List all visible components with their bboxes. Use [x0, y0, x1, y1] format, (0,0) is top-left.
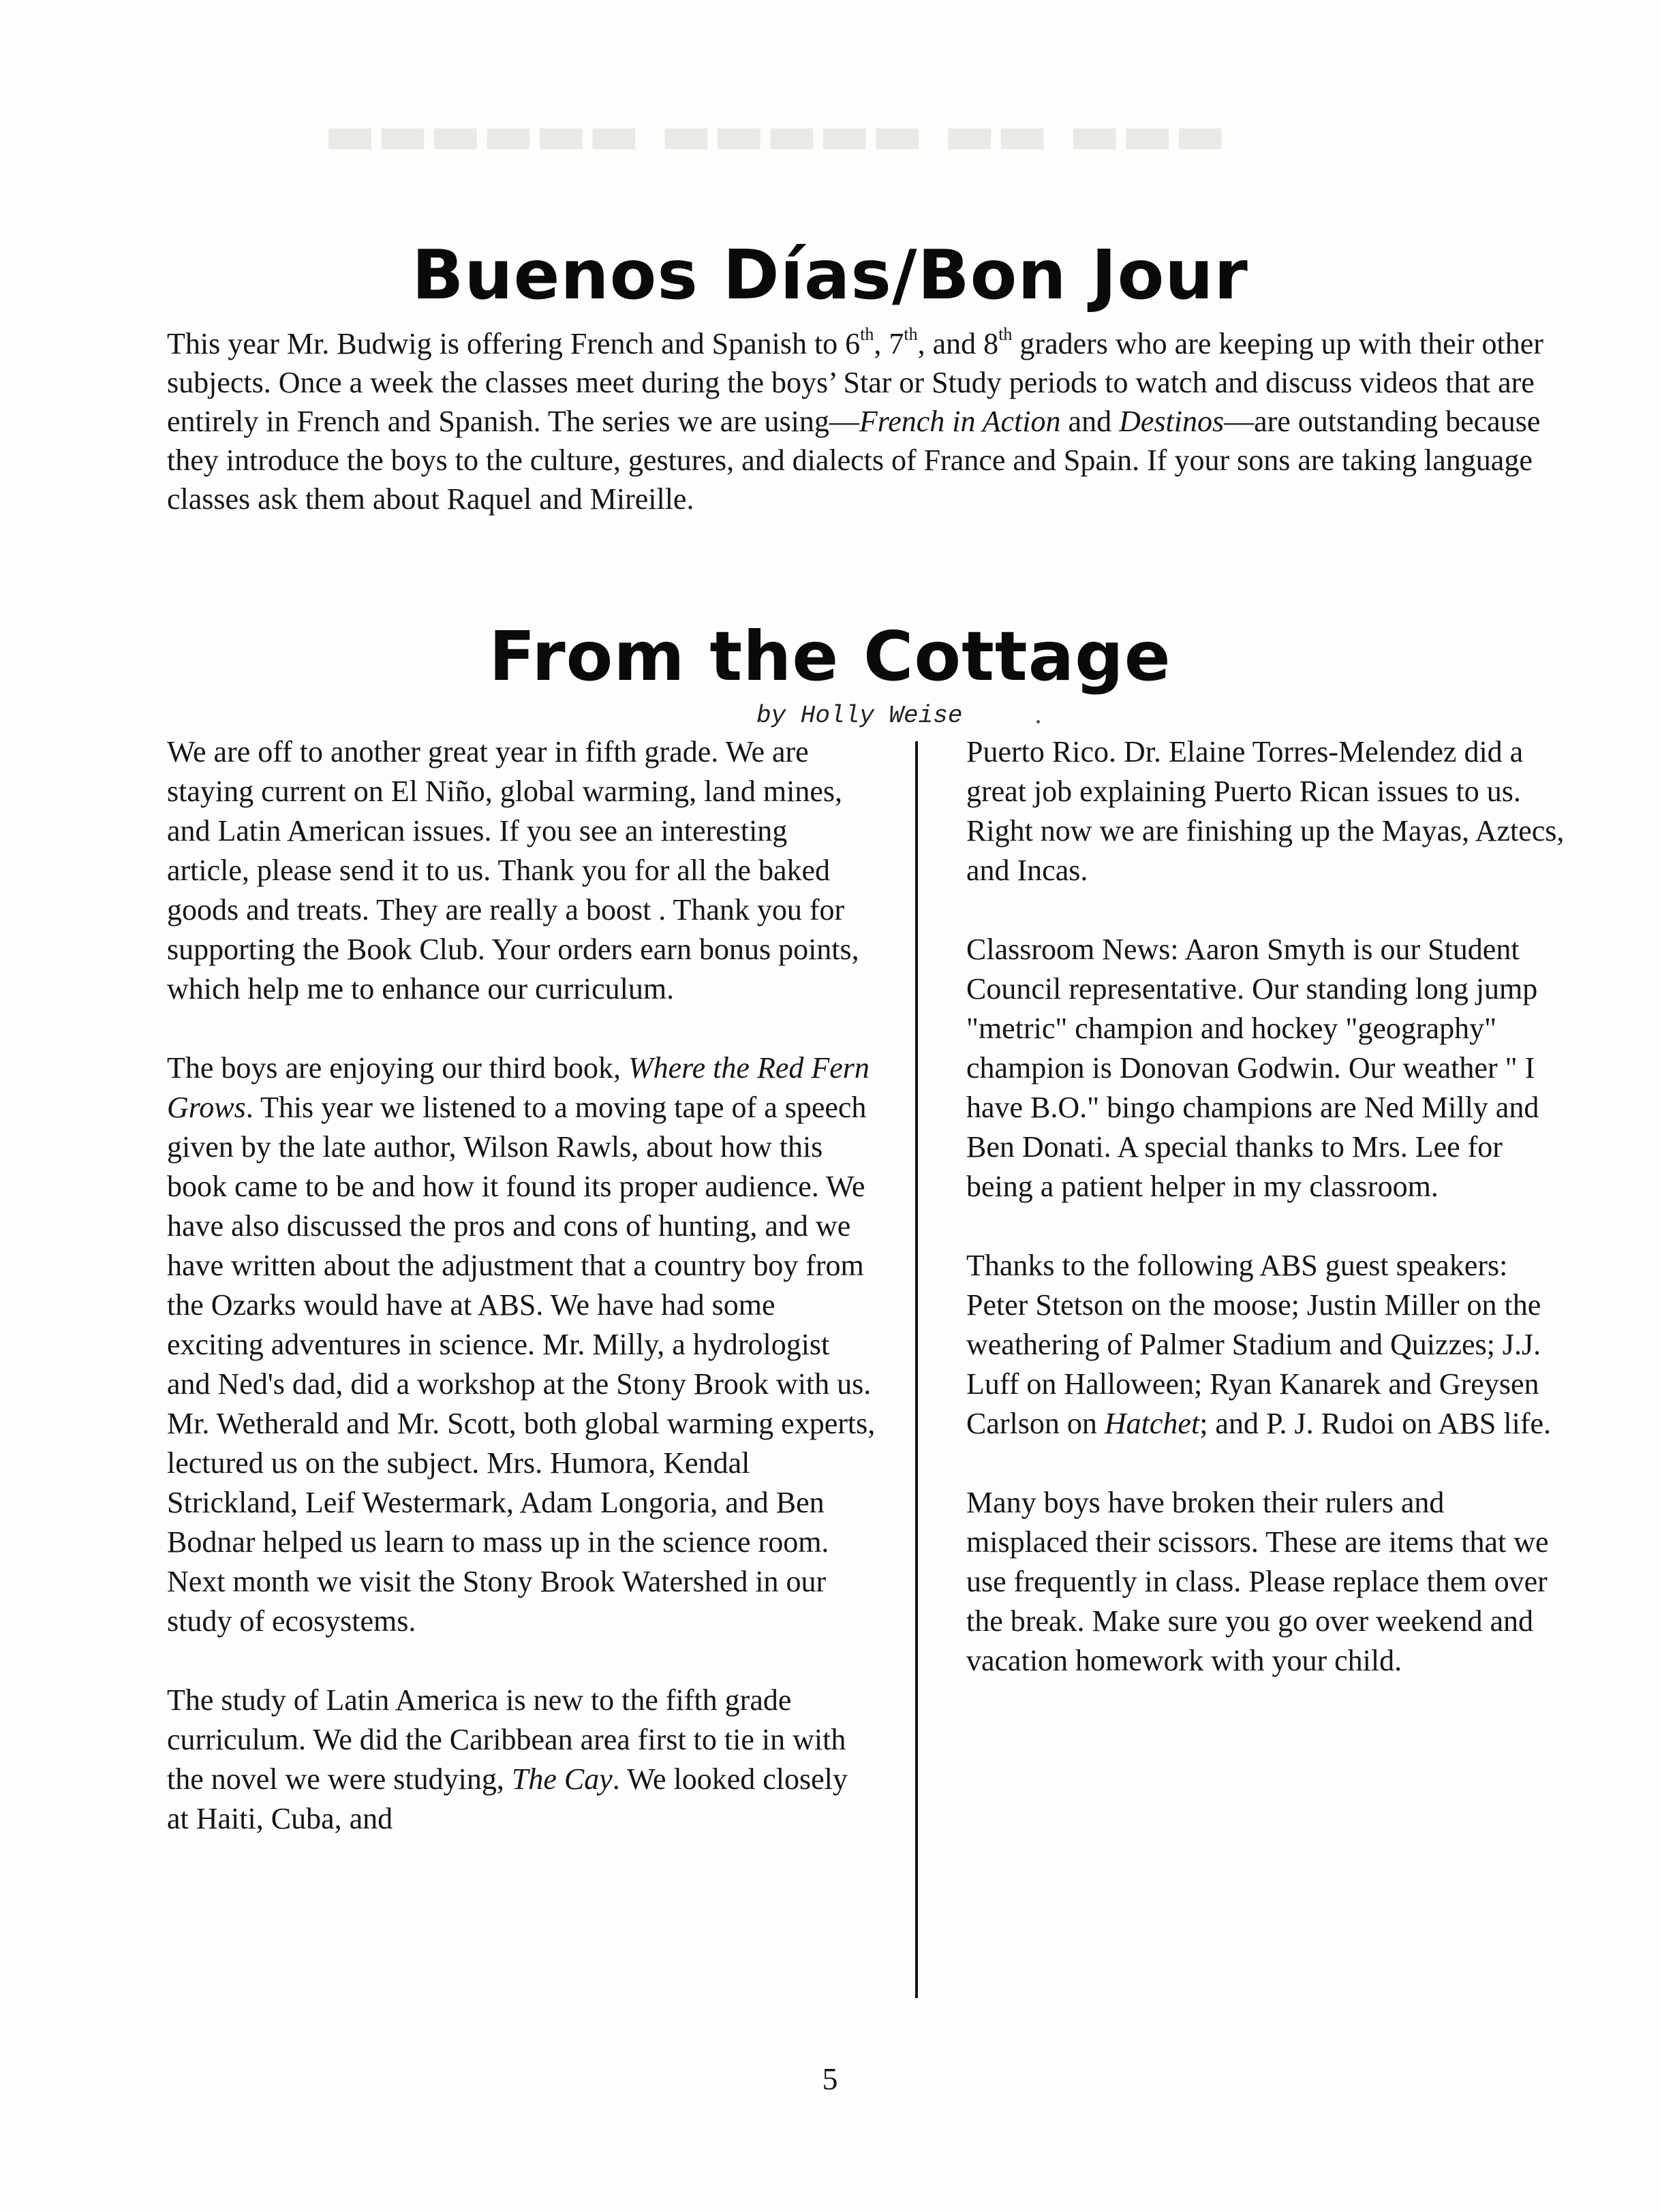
- right-paragraph-4: Many boys have broken their rulers and misplaced their scissors. These are items that we use frequently in class. Please replace them over the break. Make sure you go over weekend and vacation homework with your child.: [966, 1486, 1549, 1677]
- ordinal-sup-7: th: [904, 324, 918, 345]
- headline-from-the-cottage: From the Cottage: [489, 617, 1171, 696]
- left-paragraph-2: [167, 1048, 876, 1641]
- left-column: [167, 732, 876, 1878]
- page-number: 5: [822, 2061, 838, 2096]
- right-paragraph-1: Puerto Rico. Dr. Elaine Torres-Melendez did a great job explaining Puerto Rican issues to us. Right now we are finishing up the Mayas, Aztecs, and Incas.: [966, 735, 1565, 887]
- right-column: [966, 732, 1566, 1720]
- book-title-hatchet: Hatchet: [1104, 1407, 1200, 1440]
- right-p3-text-b: ; and P. J. Rudoi on ABS life.: [1199, 1407, 1552, 1440]
- byline: by Holly Weise: [756, 702, 963, 730]
- column-divider: [915, 741, 918, 1998]
- intro-text-1: This year Mr. Budwig is offering French and Spanish to 6: [167, 327, 861, 360]
- speck: [1036, 720, 1040, 723]
- left-paragraph-1: We are off to another great year in fifth grade. We are staying current on El Niño, global warming, land mines, and Latin American issues. If you see an interesting article, please send it to us. Thank you for all the baked goods and treats. They are really a boost . Thank you for supporting the Book Club. Your orders earn bonus points, which help me to enhance our curriculum.: [167, 735, 859, 1006]
- left-p3-text-a: The study of Latin America is new to the fifth grade curriculum. We did the Caribbean area first to tie in with the novel we were studying,: [167, 1683, 846, 1796]
- intro-text-3: , and 8: [917, 327, 999, 360]
- ordinal-sup-6: th: [860, 324, 874, 345]
- intro-text-6: —are outstanding because they introduce the boys to the culture, gestures, and dialects of France and Spain. If your sons are taking language classes ask them about Raquel and Mireille.: [167, 405, 1541, 516]
- left-p2-text-b: . This year we listened to a moving tape of a speech given by the late author, Wilson Rawls, about how this book came to be and how it found its proper audience. We have also discussed the pros and cons of hunting, and we have written about the adjustment that a country boy from the Ozarks would have at ABS. We have had some exciting adventures in science. Mr. Milly, a hydrologist and Ned's dad, did a workshop at the Stony Brook with us. Mr. Wetherald and Mr. Scott, both global warming experts, lectured us on the subject. Mrs. Humora, Kendal Strickland, Leif Westermark, Adam Longoria, and Ben Bodnar helped us learn to mass up in the science room. Next month we visit the Stony Brook Watershed in our study of ecosystems.: [167, 1091, 876, 1638]
- bleed-through-text: ▬▬▬ ▬▬ ▬▬▬▬▬ ▬▬▬▬▬▬: [323, 102, 1227, 167]
- left-paragraph-3: [167, 1681, 876, 1839]
- title-destinos: Destinos: [1119, 405, 1225, 438]
- left-p2-text-a: The boys are enjoying our third book,: [167, 1051, 628, 1085]
- book-title-red-fern: Where the Red Fern Grows: [167, 1051, 870, 1124]
- intro-paragraph: [167, 324, 1564, 518]
- headline-buenos-dias: Buenos Días/Bon Jour: [412, 235, 1248, 315]
- ordinal-sup-8: th: [998, 324, 1013, 345]
- left-p3-text-b: . We looked closely at Haiti, Cuba, and: [167, 1762, 848, 1835]
- title-french-in-action: French in Action: [859, 405, 1061, 438]
- right-paragraph-3: [966, 1246, 1566, 1444]
- intro-text-4: graders who are keeping up with their other subjects. Once a week the classes meet during the boys’ Star or Study periods to watch and discuss videos that are entirely in French and Spanish. The series we are using—: [167, 327, 1543, 438]
- right-paragraph-2: Classroom News: Aaron Smyth is our Student Council representative. Our standing long jump "metric" champion and hockey "geography" champion is Donovan Godwin. Our weather " I have B.O." bingo champions are Ned Milly and Ben Donati. A special thanks to Mrs. Lee for being a patient helper in my classroom.: [966, 933, 1539, 1203]
- book-title-the-cay: The Cay: [511, 1762, 613, 1796]
- intro-text-2: , 7: [874, 327, 904, 360]
- intro-text-5: and: [1060, 405, 1120, 438]
- right-p3-text-a: Thanks to the following ABS guest speakers: Peter Stetson on the moose; Justin Miller on the weathering of Palmer Stadium and Quizzes; J.J. Luff on Halloween; Ryan Kanarek and Greysen Carlson on: [966, 1249, 1541, 1440]
